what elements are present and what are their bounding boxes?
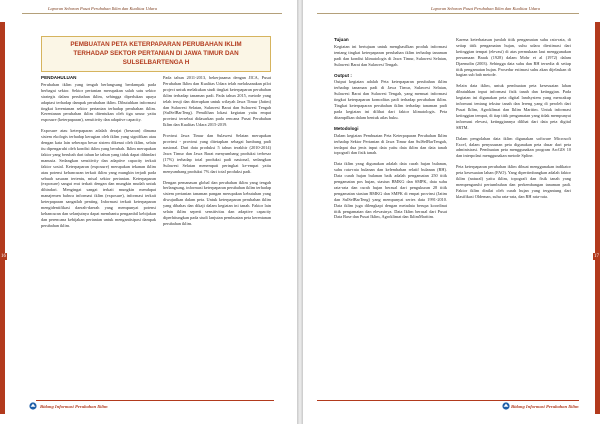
- paragraph: Provinsi Jawa Timur dan Sulawesi Selatan merupakan provinsi - provinsi yang ditetapkan sebagai lumbung padi nasional. Dari data produksi 5 tahun terakhir (2010-2014) Jawa Timur dan Jawa Barat menyumbang produksi terbesar (17%) terhadap total produksi padi nasional, sedangkan Sulawesi Selatan menempati peringkat ke-empat yaitu menyumbang produksi 7% dari total produksi padi.: [163, 133, 271, 174]
- footer-rule: [317, 400, 579, 401]
- paragraph: Pada tahun 2011-2013, bekerjasama dengan JICA, Pusat Perubahan Iklim dan Kualitas Udara telah melaksanakan pilot project untuk melakukan studi tingkat keterpaparan perubahan iklim terhadap tanaman padi. Pada tahun 2015, metode yang telah teruji dan diterapkan untuk wilayah Jawa Timur (Jatim) dan Sulawesi Selatan, Sulawesi Barat dan Sulawesi Tengah (SulSelBarTeng). Pemilihan lokasi kegiatan yaitu empat provinsi tersebut didasarkan pada rencana Pusat Perubahan Iklim dan Kualitas Udara 2015-2019.: [163, 75, 271, 128]
- paragraph: Selain data iklim, untuk pembuatan peta kesesuaian lahan dibutuhkan input informasi fisik tanah dan ketinggian. Pada kegiatan ini digunakan peta digital landsystem yang mencakup informasi tentang tekstur tanah dan lereng yang di peroleh dari Pusat Iklim, Agroklimat dan Iklim Maritim. Untuk informasi ketinggian tempat, di tiap titik pengamatan yang tidak mempunyai informasi elevasi, ketinggiannya dilihat dari data peta digital SRTM.: [456, 83, 571, 130]
- article-title-box: [41, 36, 271, 72]
- right-column-2: [456, 37, 571, 395]
- header-rule: [22, 13, 282, 14]
- heading-pendahuluan: PENDAHULUAN: [41, 75, 77, 80]
- running-head-left: Laporan Sebaran Pusat Perubahan Iklim dan Kualitas Udara: [48, 6, 157, 11]
- title-line-3: SULSELBARTENGA H: [122, 59, 190, 66]
- paragraph: Exposure atau keterpaparan adalah derajat (besaran) dimana sistem ekologis terhadap kerugian oleh iklim yang signifikan atau dengan kata lain seberapa besar sistem dikenai oleh iklim, selain itu dipengaruhi oleh kondisi iklim yang berubah. Iklim merupakan faktor yang berubah dari tahun ke tahun yang tidak dapat dihindari manusia. Sedangkan sensitivity dan adaptive capacity terkait faktor sosial. Keterpaparan (exposure) merupakan tekanan iklim atau potensi kehancuran terkait iklim yang mungkin terjadi pada sebuah sasaran tertentu, misal sektor pertanian. Keterpaparan (exposure) sangat erat terkait dengan dan mungkin mudah untuk dihindari. Mengingat sangat terkait mungkin mendapat manajemen bahwa informasi iklim (exposure), informasi terkait keterpaparan sangatlah penting. Informasi terkait keterpaparan mengidentifikasi daerah-daerah yang mempunyai potensi kehancuran dan selanjutnya dapat membantu pengambil kebijakan dan perencana kebijakan pertanian untuk mengantisipasi dampak perubahan iklim.: [41, 128, 156, 228]
- right-page: [303, 0, 600, 424]
- paragraph: Peta keterpaparan perubahan iklim dibuat menggunakan indikator peta kesesuaian lahan (FAO). Yang dipertimbangkan adalah faktor iklim (natural) yaitu iklim, topografi dan fisik tanah yang mempengaruhi pertumbuhan dan perkembangan tanaman padi. Faktor iklim dinilai oleh curah hujan yang tergantung dari klasifikasi Oldeman, suhu rata-rata, dan RH rata-rata.: [456, 164, 571, 199]
- title-line-1: PEMBUATAN PETA KETERPAPARAN PERUBAHAN IKLIM: [70, 41, 242, 48]
- paragraph: Dengan pemanasan global dan perubahan iklim yang tengah berlangsung, informasi keterpaparan perubahan iklim terhadap sistem pertanian tanaman pangan merupakan kebutuhan yang diwujudkan dalam peta. Untuk keterpaparan perubahan iklim yang dibahas dan dikaji dalam kegiatan ini tanah. Faktor lain selain iklim seperti sensitivitas dan adaptive capacity diperhitungkan pada studi lanjutan pembuatan peta kerentanan perubahan iklim.: [163, 179, 271, 226]
- footer-text-right: Bidang Informasi Perubahan Iklim: [511, 404, 579, 409]
- paragraph: Data iklim yang digunakan adalah data curah hujan bulanan, suhu rata-rata bulanan dan kelembaban relatif bulanan (RH). Data curah hujan bulanan baik adalah pengamatan 250 titik pengamatan pos hujan, stasiun BMKG dan SMPK, data suhu rata-rata dan curah hujan berasal dari pengukuran 28 titik pengamatan stasiun BMKG dan SMPK di empat provinsi (Jatim dan SulSelBarTeng) yang mempunyai series data 1991-2010. Data iklim juga dilengkapi dengan metadata berupa koordinat titik pengamatan dan elevasinya. Data Iklim berasal dari Pusat Data Base dan Pusat Iklim, Agroklimat dan IklimMaritim.: [334, 161, 447, 220]
- side-bar-left: [0, 22, 5, 414]
- heading-output: Output :: [334, 72, 352, 78]
- paragraph: Output kegiatan adalah Peta keterpaparan perubahan iklim terhadap tanaman padi di Jawa Timur, Sulawesi Selatan, Sulawesi Barat dan Sulawesi Tengah, yang memuat informasi tingkat keterpaparan komoditas padi terhadap perubahan iklim. Tingkat keterpaparan perubahan iklim terhadap tanaman padi pada kegiatan ini dilihat dari faktor klimatologis. Peta ditampilkan dalam bentuk atlas buku.: [334, 79, 447, 120]
- running-head-right: Laporan Sebaran Pusat Perubahan Iklim dan Kualitas Udara: [431, 6, 540, 11]
- footer-rule: [36, 400, 274, 401]
- paragraph: Dalam kegiatan Pembuatan Peta Keterpaparan Perubahan Iklim terhadap Sektor Pertanian di Jawa Timur dan SulSelBarTengah, terdapat dua jenis input data yaitu data iklim dan data tanah topografi dan fisik tanah.: [334, 132, 447, 156]
- header-rule: [317, 13, 579, 14]
- footer-text-left: Bidang Informasi Perubahan Iklim: [40, 404, 108, 409]
- right-column-1: [334, 37, 447, 395]
- logo-icon: [29, 402, 37, 410]
- left-column-2: [163, 75, 271, 395]
- page-number-left: 16: [1, 254, 6, 259]
- left-page: [0, 0, 297, 424]
- paragraph: Karena keterbatasan jumlah titik pengamatan suhu rata-rata, di setiap titik pengamatan hujan, suhu udara diestimasi dari ketinggian tempat (elevasi) di atas permukaan laut menggunakan persamaan Braak (1928) dalam Mohr et al (1972) dalam Djaenudin (2003). Sehingga data suhu dan RH tersedia di setiap titik pengamatan hujan. Prosedur estimasi suhu akan dijelaskan di bagian sub bab metode.: [456, 37, 571, 78]
- paragraph: Kegiatan ini bertujuan untuk menghasilkan produk informasi tentang tingkat keterpaparan perubahan iklim terhadap tanaman padi dan kondisi klimatologis di Jawa Timur, Sulawesi Selatan, Sulawesi Barat dan Sulawesi Tengah.: [334, 43, 447, 67]
- heading-tujuan: Tujuan: [334, 37, 349, 42]
- heading-metodologi: Metodologi: [334, 125, 359, 131]
- left-column-1: [41, 75, 156, 395]
- paragraph: Perubahan iklim yang tengah berlangsung berdampak pada berbagai sektor. Sektor pertanian merupakan salah satu sektor strategis dalam perubahan iklim, sehingga diperlukan upaya adaptasi terhadap dampak perubahan iklim. Dibutuhkan informasi tingkat kerentanan sektor pertanian terhadap perubahan iklim. Kerentanan perubahan iklim ditentukan oleh tiga unsur yaitu exposure (keterpaparan), sensitivity dan adaptive capacity.: [41, 81, 156, 123]
- page-number-right: 17: [594, 254, 599, 259]
- side-bar-right: [595, 22, 600, 414]
- logo-icon: [502, 402, 510, 410]
- paragraph: Dalam pengolahan data iklim digunakan software Microsoft Excel, dalam penyusunan peta digunakan peta dasar dari peta administrasi. Pembuatan peta menggunakan program ArcGIS 10 dan interpolasi menggunakan metode Spline.: [456, 135, 571, 159]
- title-line-2: TERHADAP SEKTOR PERTANIAN DI JAWA TIMUR DAN: [73, 50, 239, 57]
